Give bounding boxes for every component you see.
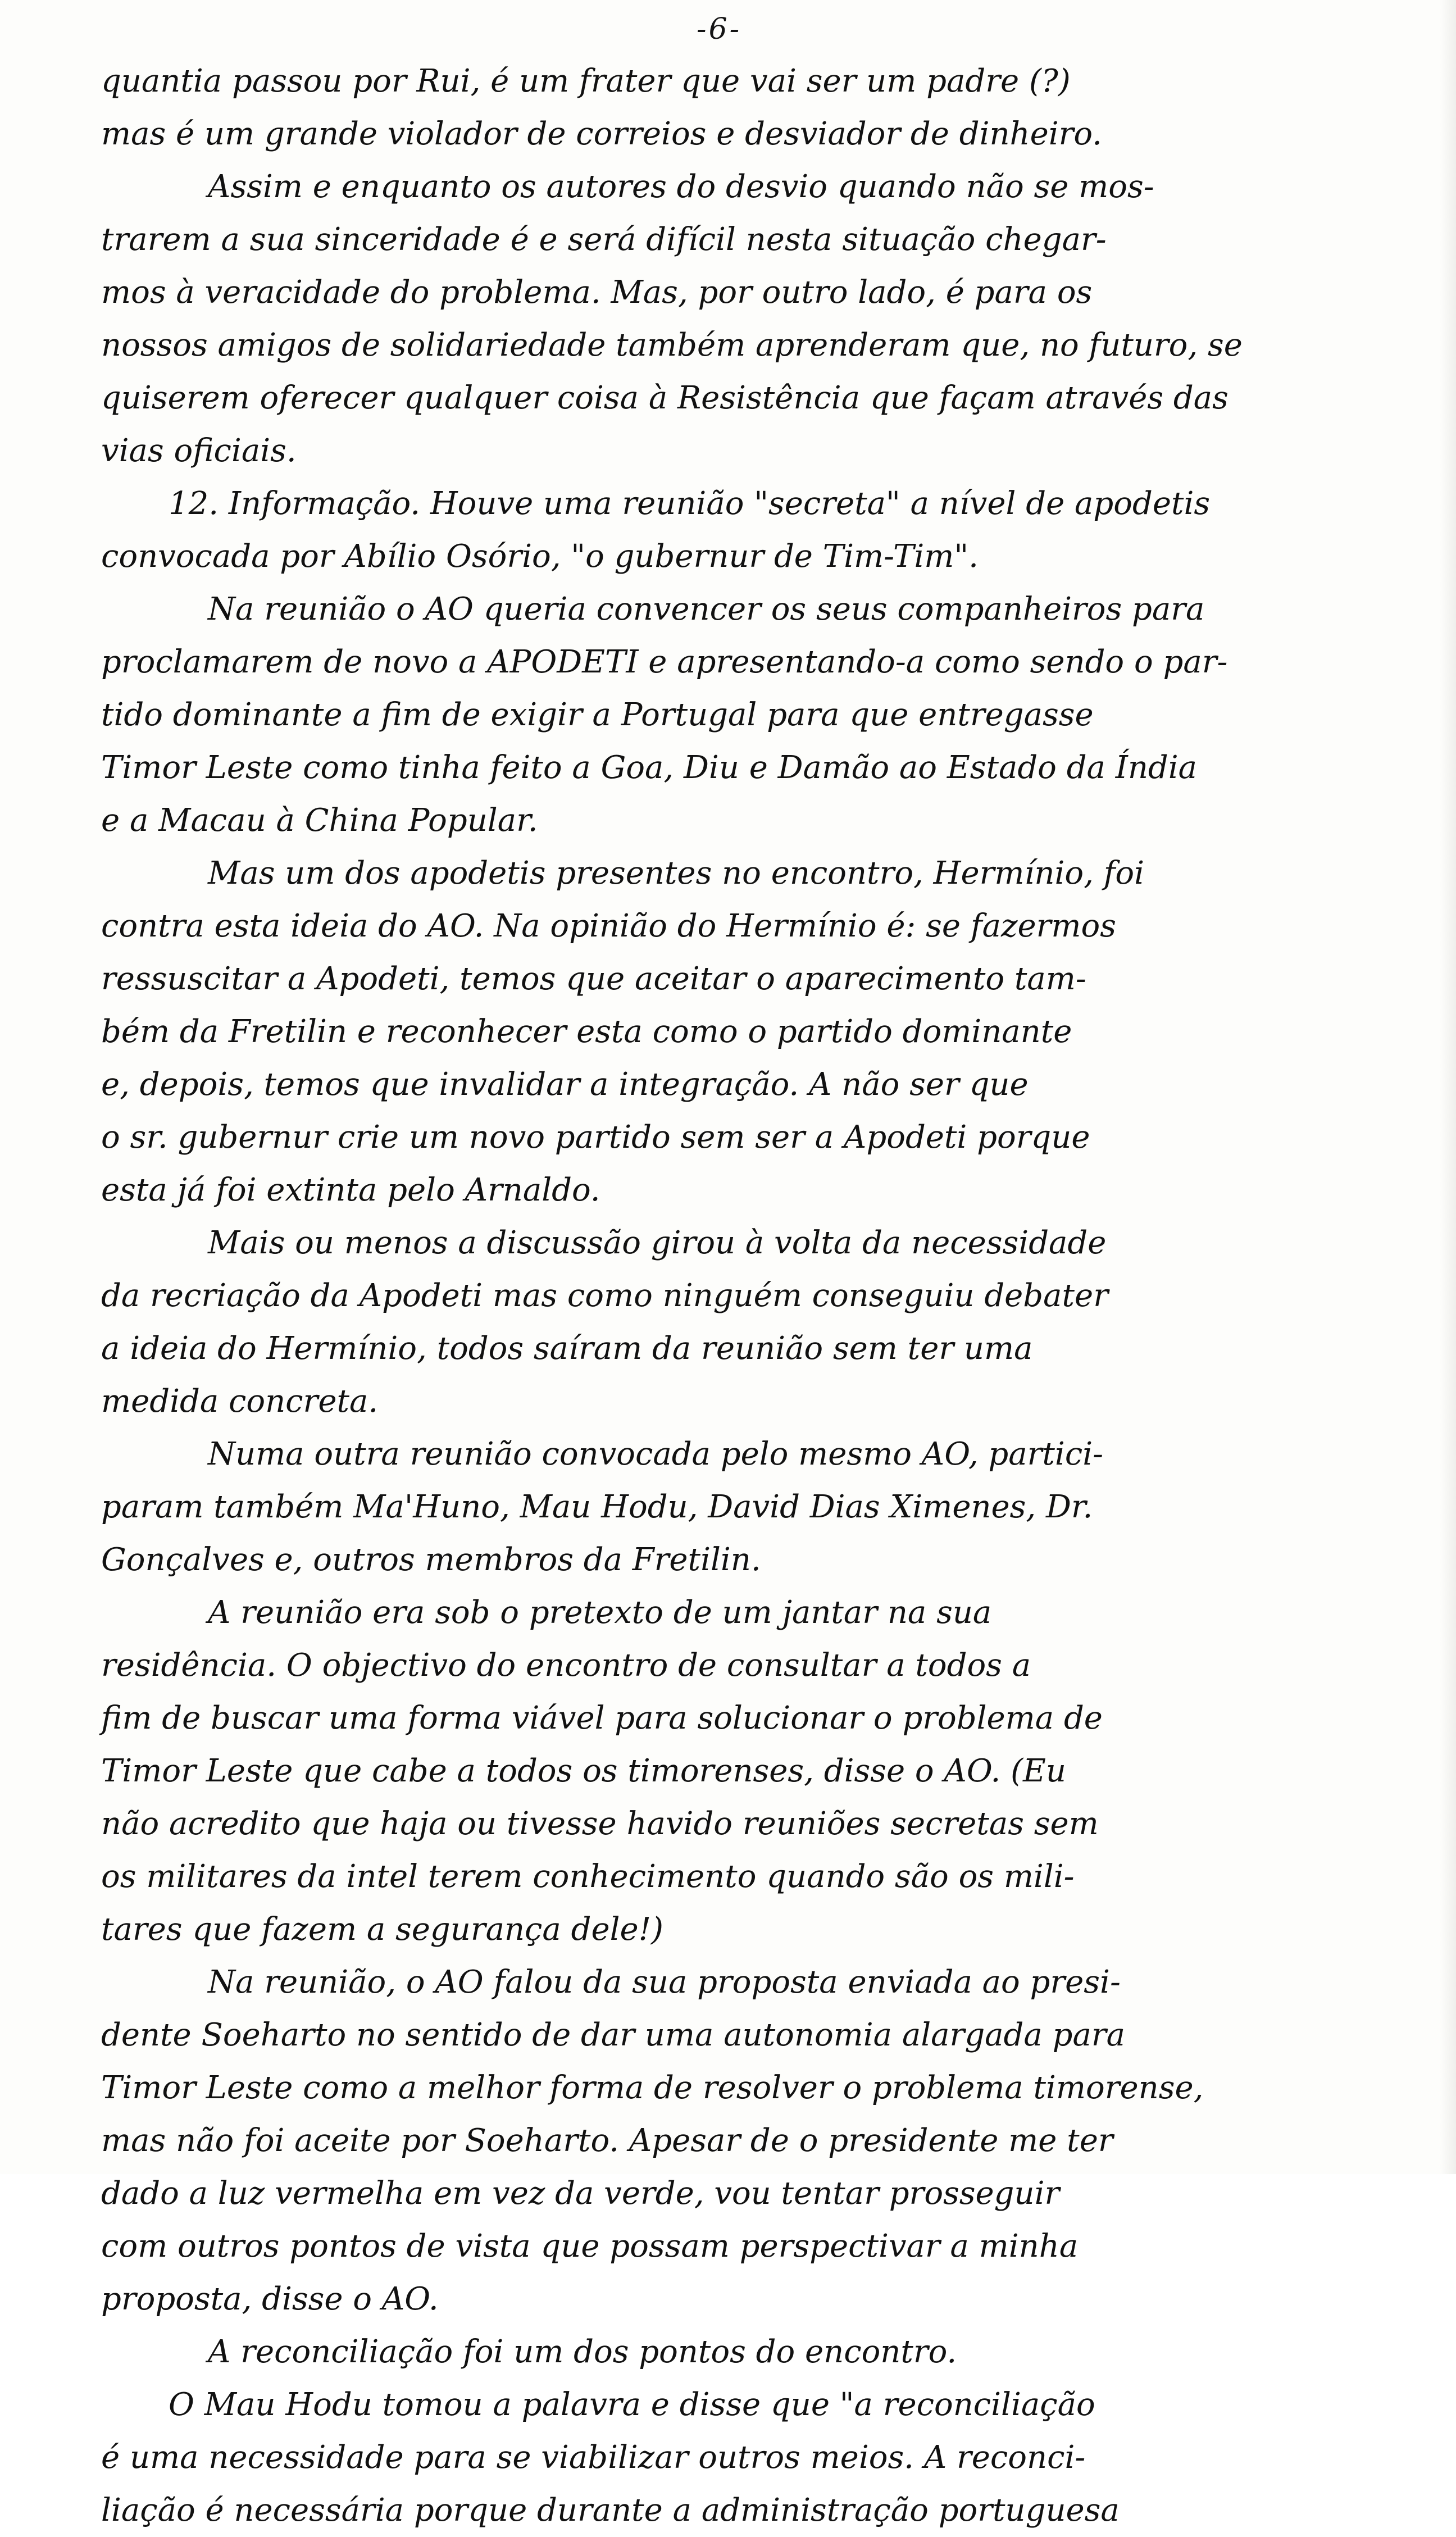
text-line: mos à veracidade do problema. Mas, por outro lado, é para os — [101, 274, 1093, 311]
text-line: mas é um grande violador de correios e desviador de dinheiro. — [101, 116, 1102, 152]
text-line: a ideia do Hermínio, todos saíram da reunião sem ter uma — [101, 1330, 1033, 1367]
section-heading-line: 12. Informação. Houve uma reunião "secreta" a nível de apodetis — [169, 485, 1211, 522]
text-line: Na reunião, o AO falou da sua proposta enviada ao presi- — [208, 1964, 1121, 2000]
text-line: liação é necessária porque durante a administração portuguesa — [101, 2492, 1120, 2529]
text-line: trarem a sua sinceridade é e será difícil nesta situação chegar- — [101, 221, 1107, 258]
text-line: Numa outra reunião convocada pelo mesmo AO, partici- — [208, 1436, 1104, 1472]
text-line: quantia passou por Rui, é um frater que vai ser um padre (?) — [101, 63, 1071, 99]
text-line: tares que fazem a segurança dele!) — [101, 1911, 663, 1948]
text-line: contra esta ideia do AO. Na opinião do Hermínio é: se fazermos — [101, 908, 1116, 944]
handwritten-text-body — [101, 55, 1354, 2537]
text-line: dente Soeharto no sentido de dar uma autonomia alargada para — [101, 2017, 1125, 2053]
text-line: ressuscitar a Apodeti, temos que aceitar o aparecimento tam- — [101, 961, 1086, 997]
text-line: Timor Leste como a melhor forma de resolver o problema timorense, — [101, 2070, 1204, 2106]
text-line: O Mau Hodu tomou a palavra e disse que "a reconciliação — [169, 2386, 1095, 2423]
text-line: A reconciliação foi um dos pontos do encontro. — [208, 2334, 957, 2370]
text-line: da recriação da Apodeti mas como ninguém conseguiu debater — [101, 1277, 1108, 1314]
text-line: e, depois, temos que invalidar a integração. A não ser que — [101, 1066, 1029, 1103]
text-line: é uma necessidade para se viabilizar outros meios. A reconci- — [101, 2439, 1086, 2476]
text-line: proposta, disse o AO. — [101, 2281, 439, 2317]
text-line: tido dominante a fim de exigir a Portugal para que entregasse — [101, 697, 1094, 733]
scan-edge-shadow — [1440, 0, 1456, 2174]
text-line: vias oficiais. — [101, 433, 297, 469]
text-line: mas não foi aceite por Soeharto. Apesar de o presidente me ter — [101, 2122, 1113, 2159]
text-line: não acredito que haja ou tivesse havido reuniões secretas sem — [101, 1806, 1099, 1842]
text-line: esta já foi extinta pelo Arnaldo. — [101, 1172, 600, 1208]
text-line: Timor Leste como tinha feito a Goa, Diu e Damão ao Estado da Índia — [101, 749, 1198, 786]
page-number: -6- — [697, 12, 742, 46]
text-line: quiserem oferecer qualquer coisa à Resistência que façam através das — [101, 380, 1229, 416]
text-line: nossos amigos de solidariedade também aprenderam que, no futuro, se — [101, 327, 1243, 363]
text-line: bém da Fretilin e reconhecer esta como o partido dominante — [101, 1013, 1072, 1050]
text-line: proclamarem de novo a APODETI e apresentando-a como sendo o par- — [101, 644, 1228, 680]
text-line: A reunião era sob o pretexto de um jantar na sua — [208, 1594, 992, 1631]
text-line: Gonçalves e, outros membros da Fretilin. — [101, 1542, 761, 1578]
text-line: com outros pontos de vista que possam perspectivar a minha — [101, 2228, 1079, 2265]
text-line: o sr. gubernur crie um novo partido sem ser a Apodeti porque — [101, 1119, 1090, 1156]
text-line: Mas um dos apodetis presentes no encontro, Hermínio, foi — [208, 855, 1145, 892]
text-line: os militares da intel terem conhecimento quando são os mili- — [101, 1858, 1075, 1895]
text-line: residência. O objectivo do encontro de consultar a todos a — [101, 1647, 1031, 1684]
text-line: Na reunião o AO queria convencer os seus companheiros para — [208, 591, 1205, 628]
text-line: convocada por Abílio Osório, "o gubernur de Tim-Tim". — [101, 538, 979, 575]
text-line: medida concreta. — [101, 1383, 379, 1420]
text-line: e a Macau à China Popular. — [101, 802, 538, 839]
text-line: Timor Leste que cabe a todos os timorenses, disse o AO. (Eu — [101, 1753, 1066, 1789]
text-line: Mais ou menos a discussão girou à volta da necessidade — [208, 1225, 1107, 1261]
text-line: dado a luz vermelha em vez da verde, vou tentar prosseguir — [101, 2175, 1060, 2212]
text-line: param também Ma'Huno, Mau Hodu, David Dias Ximenes, Dr. — [101, 1489, 1093, 1525]
text-line: fim de buscar uma forma viável para solucionar o problema de — [101, 1700, 1103, 1736]
text-line: Assim e enquanto os autores do desvio quando não se mos- — [208, 169, 1154, 205]
